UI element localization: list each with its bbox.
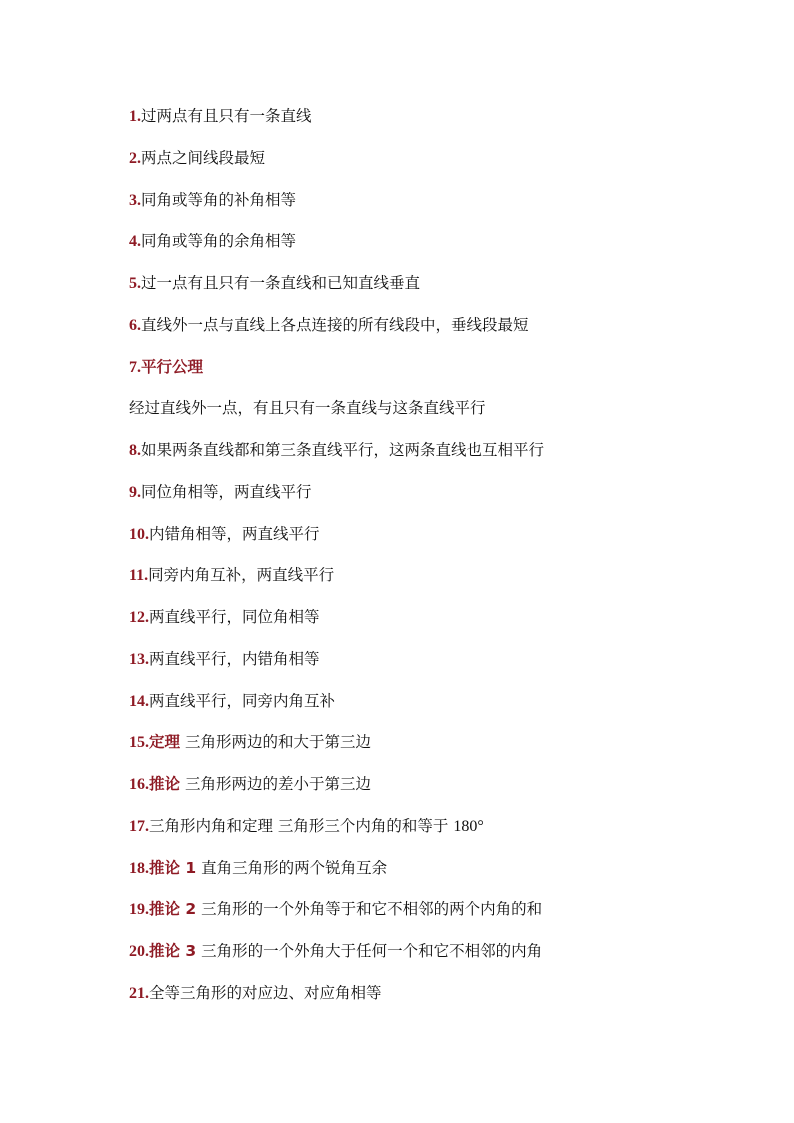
item-text: 同角或等角的补角相等	[141, 190, 297, 209]
item-number: 13.	[129, 650, 149, 668]
item-text: 三角形两边的和大于第三边	[180, 733, 371, 752]
item-number: 19.	[129, 901, 149, 919]
list-item	[129, 939, 749, 981]
item-number: 11.	[129, 567, 149, 585]
item-number: 7.	[129, 358, 141, 376]
item-text: 直线外一点与直线上各点连接的所有线段中，垂线段最短	[141, 315, 529, 334]
list-item	[129, 689, 749, 731]
list-item	[129, 188, 749, 230]
item-text: 如果两条直线都和第三条直线平行，这两条直线也互相平行	[141, 441, 545, 459]
list-item	[129, 355, 749, 397]
item-number: 12.	[129, 609, 149, 626]
item-number: 17.	[129, 817, 149, 835]
list-item	[129, 563, 749, 605]
list-item	[129, 313, 749, 355]
item-text: 三角形的一个外角大于任何一个和它不相邻的内角	[196, 942, 543, 960]
item-label: 推论 2	[149, 900, 197, 919]
item-text: 过一点有且只有一条直线和已知直线垂直	[141, 274, 421, 292]
item-number: 14.	[129, 692, 149, 710]
item-number: 3.	[129, 191, 141, 209]
list-item	[129, 438, 749, 480]
list-item	[129, 146, 749, 188]
item-text: 两直线平行，内错角相等	[149, 649, 320, 668]
item-number: 8.	[129, 442, 141, 459]
item-label: 推论	[149, 775, 181, 793]
item-text: 两点之间线段最短	[141, 148, 266, 167]
list-item	[129, 271, 749, 313]
item-text: 同位角相等，两直线平行	[141, 482, 312, 501]
item-label: 推论 1	[149, 858, 197, 877]
item-text: 三角形的一个外角等于和它不相邻的两个内角的和	[196, 900, 543, 919]
item-text: 三角形两边的差小于第三边	[180, 775, 371, 793]
item-text: 三角形内角和定理 三角形三个内角的和等于	[149, 816, 454, 835]
item-text: 两直线平行，同位角相等	[149, 608, 320, 626]
list-item	[129, 522, 749, 564]
list-item	[129, 730, 749, 772]
list-item	[129, 480, 749, 522]
item-number: 20.	[129, 943, 149, 960]
item-label: 推论 3	[149, 942, 197, 960]
item-number: 18.	[129, 859, 149, 877]
item-number: 10.	[129, 525, 149, 543]
item-number: 5.	[129, 275, 141, 292]
item-label: 定理	[149, 733, 181, 752]
list-item	[129, 396, 749, 438]
item-text: 直角三角形的两个锐角互余	[196, 858, 388, 877]
item-number: 4.	[129, 233, 141, 251]
item-text: 同旁内角互补，两直线平行	[148, 566, 335, 585]
list-item	[129, 229, 749, 271]
list-item	[129, 647, 749, 689]
item-number: 6.	[129, 316, 141, 334]
item-number: 21.	[129, 984, 149, 1002]
list-item	[129, 856, 749, 898]
item-number: 9.	[129, 483, 141, 501]
item-number: 1.	[129, 108, 141, 125]
item-text: 内错角相等，两直线平行	[149, 524, 320, 543]
list-item	[129, 897, 749, 939]
theorem-list	[129, 104, 749, 1023]
item-text: 两直线平行，同旁内角互补	[149, 691, 336, 710]
item-text: 同角或等角的余角相等	[141, 232, 297, 251]
item-text: 过两点有且只有一条直线	[141, 107, 312, 125]
item-number: 16.	[129, 776, 149, 793]
item-text: 全等三角形的对应边、对应角相等	[149, 983, 382, 1002]
item-number: 2.	[129, 149, 141, 167]
item-text: 经过直线外一点，有且只有一条直线与这条直线平行	[129, 399, 486, 418]
item-value: 180°	[453, 817, 484, 835]
list-item	[129, 981, 749, 1023]
list-item	[129, 104, 749, 146]
item-label: 平行公理	[141, 357, 204, 376]
list-item	[129, 772, 749, 814]
list-item	[129, 605, 749, 647]
list-item	[129, 814, 749, 856]
item-number: 15.	[129, 734, 149, 752]
